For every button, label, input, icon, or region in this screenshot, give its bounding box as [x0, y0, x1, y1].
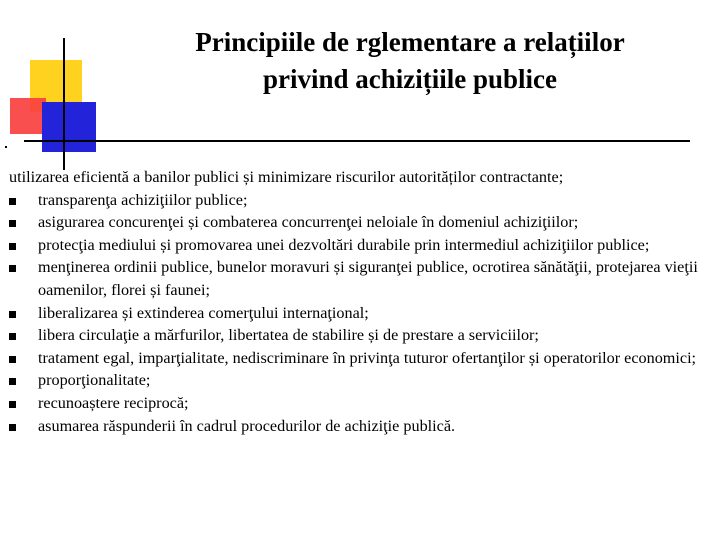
intro-text: utilizarea eficientă a banilor publici și minimizare riscurilor autorităților contractante;: [9, 168, 564, 186]
square-bullet-icon: [9, 378, 16, 385]
list-item-text: proporţionalitate;: [38, 371, 151, 390]
list-item-text: liberalizarea și extinderea comerţului internaţional;: [38, 303, 369, 322]
square-bullet-icon: [9, 356, 16, 363]
slide-content: [9, 166, 714, 437]
list-item: [9, 324, 714, 347]
list-item-text: protecţia mediului și promovarea unei dezvoltări durabile prin intermediul achiziţiilor publice;: [38, 235, 650, 254]
square-bullet-icon: [9, 220, 16, 227]
list-item: [9, 189, 714, 212]
list-item-text: asumarea răspunderii în cadrul procedurilor de achiziţie publică.: [38, 416, 456, 435]
list-item-text: transparenţa achiziţiilor publice;: [38, 190, 248, 209]
title-line-2: privind achizițiile publice: [262, 64, 558, 94]
list-item: [9, 392, 714, 415]
square-bullet-icon: [9, 198, 16, 205]
list-item-text: libera circulaţie a mărfurilor, libertatea de stabilire și de prestare a serviciilor;: [38, 326, 539, 345]
square-bullet-icon: [9, 424, 16, 431]
principles-list: [9, 189, 714, 438]
list-item: [9, 256, 714, 301]
list-item-text: tratament egal, imparţialitate, nediscriminare în privinţa tuturor ofertanţilor și operatorilor economici;: [38, 348, 697, 367]
decorative-dot: [5, 146, 7, 148]
square-bullet-icon: [9, 333, 16, 340]
list-item: [9, 211, 714, 234]
list-item-text: menţinerea ordinii publice, bunelor moravuri și siguranţei publice, ocrotirea sănătăţii, protejarea vieţii oamenilor, florei și faunei;: [38, 258, 698, 299]
list-item-text: asigurarea concurenţei și combaterea concurrenţei neloiale în domeniul achiziţiilor;: [38, 213, 579, 232]
list-item: [9, 415, 714, 438]
square-bullet-icon: [9, 243, 16, 250]
decorative-vertical-line: [63, 38, 65, 170]
square-bullet-icon: [9, 265, 16, 272]
list-item: [9, 234, 714, 257]
square-bullet-icon: [9, 401, 16, 408]
title-line-1: Principiile de rglementare a relațiilor: [195, 27, 625, 57]
list-item: [9, 369, 714, 392]
title-underline: [24, 140, 690, 142]
list-item-text: recunoaștere reciprocă;: [38, 393, 189, 412]
list-item: [9, 347, 714, 370]
decorative-blue-square: [42, 102, 96, 152]
square-bullet-icon: [9, 311, 16, 318]
list-item: [9, 302, 714, 325]
page-title: [125, 24, 695, 98]
decorative-red-square: [10, 98, 46, 134]
